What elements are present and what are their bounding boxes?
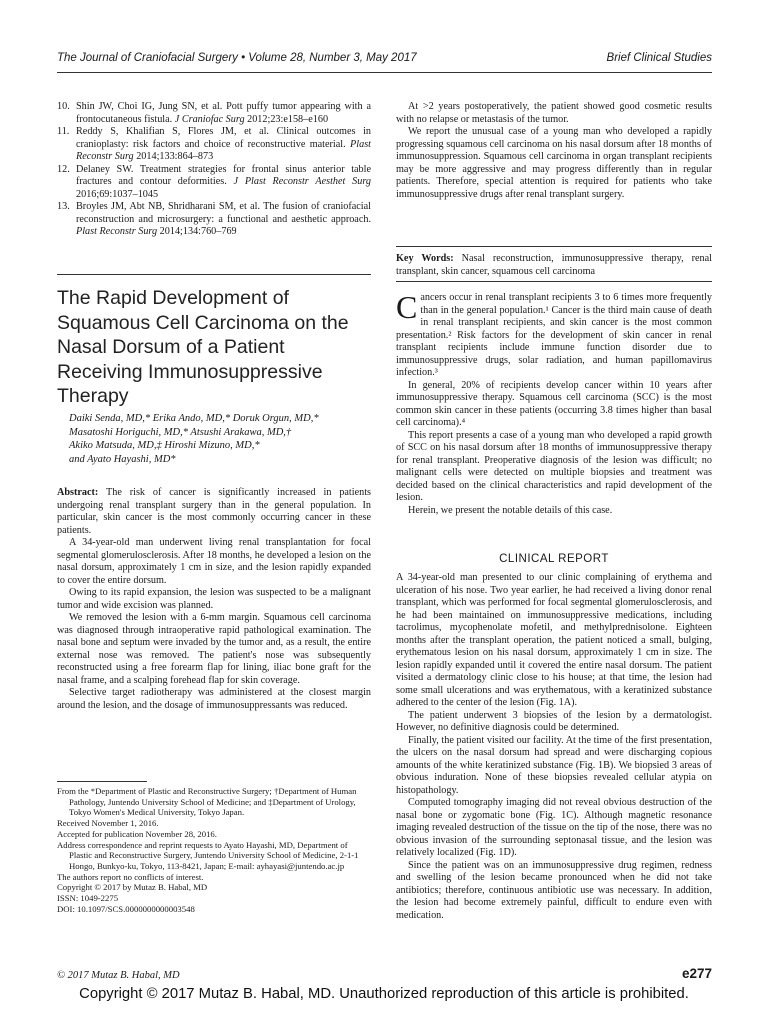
clinical-report (396, 572, 712, 922)
author-line: Masatoshi Horiguchi, MD,* Atsushi Arakawa, MD,† (69, 426, 292, 438)
copyright-banner: Copyright © 2017 Mutaz B. Habal, MD. Unauthorized reproduction of this article is prohibited. (79, 986, 689, 1002)
abstract-paragraph: We removed the lesion with a 6-mm margin. Squamous cell carcinoma was diagnosed through intraoperative rapid pathological examination. The nasal bone and septum were invaded by the tumor and, as a result, the entire external nose was removed. The patient's nose was subsequently reconstructed using a free forearm flap for lining, iliac bone graft for the nasal frame, and a scalping forehead flap for skin coverage. (57, 612, 371, 686)
previous-article-end (396, 101, 712, 201)
page-footer (57, 968, 712, 984)
keywords: Key Words: Nasal reconstruction, immunosuppressive therapy, renal transplant, skin cancer, squamous cell carcinoma (396, 253, 712, 277)
author-list (69, 412, 369, 466)
correspondence-note: Address correspondence and reprint requests to Ayato Hayashi, MD, Department of Plastic and Reconstructive Surgery, Juntendo University School of Medicine, 2-1-1 Hongo, Bunkyo-ku, Tokyo, 113-8421, Japan; E-mail: ayhayasi@juntendo.ac.jp (57, 839, 359, 871)
introduction: Cancers occur in renal transplant recipients 3 to 6 times more frequently than in the general population.¹ Cancer is the third main cause of death in renal transplant recipients, and skin cancer is the most common presentation.² Risk factors for the development of skin cancer in renal transplant recipients include immune function disorder due to immunosuppressive drugs, solar radiation, and human papillomavirus infection.³ In general, 20% of recipients develop cancer within 10 years after immunosuppressive therapy. Squamous cell carcinoma (SCC) is the most common skin cancer in these patients (occurring 3.8 times higher than basal cell carcinoma).⁴ This report presents a case of a young man who developed a rapid growth of SCC on his nasal dorsum after 18 months of immunosuppressive therapy for renal transplant. Preoperative diagnosis of the lesion was difficult; no malignant cells were detected on multiple biopsies and treatment was decided based on the clinical characteristics and rapid development of the lesion. Herein, we present the notable details of this case. (396, 289, 712, 516)
page-number: e277 (681, 966, 712, 981)
section-name: Brief Clinical Studies (606, 52, 712, 64)
journal-info: The Journal of Craniofacial Surgery • Volume 28, Number 3, May 2017 (57, 52, 417, 64)
reference-item: 10. Shin JW, Choi IG, Jung SN, et al. Pott puffy tumor appearing with a frontocutaneous fistula. J Craniofac Surg 2012;23:e158–e160 (57, 101, 371, 125)
author-line: Daiki Senda, MD,* Erika Ando, MD,* Doruk Orgun, MD,* (69, 413, 319, 424)
reference-list (57, 101, 371, 239)
body-paragraph: Finally, the patient visited our facility. At the time of the first presentation, the ulcers on the nasal dorsum had spread and were discharging copious amounts of the white keratinized substance (Fig. 1B). We biopsied 3 areas of obvious induration. None of these biopsies revealed cellular atypia on histopathology. (396, 734, 712, 796)
affiliation-note: From the *Department of Plastic and Reconstructive Surgery; †Department of Human Pathology, Juntendo University School of Medicine; and ‡Department of Urology, Tokyo Women's Medical University, Tokyo Japan. (57, 786, 357, 818)
footnotes (57, 786, 371, 914)
conflict-note: The authors report no conflicts of interest. (57, 871, 204, 882)
author-line: and Ayato Hayashi, MD* (69, 453, 176, 465)
issn: ISSN: 1049-2275 (57, 893, 119, 904)
reference-item: 13. Broyles JM, Abt NB, Shridharani SM, et al. The fusion of craniofacial reconstruction and microsurgery: a functional and aesthetic approach. Plast Reconstr Surg 2014;134:760–769 (57, 201, 371, 237)
accepted-date: Accepted for publication November 28, 2016. (57, 828, 217, 839)
body-paragraph: Herein, we present the notable details of this case. (408, 504, 613, 516)
drop-cap: C (396, 289, 418, 325)
article-title: The Rapid Development of Squamous Cell Carcinoma on the Nasal Dorsum of a Patient Receiving Immunosuppressive Therapy (57, 287, 349, 407)
body-paragraph: Since the patient was on an immunosuppressive drug regimen, redness and swelling of the lesion became pronounced when he did not take antibiotics; therefore, continuous antibiotic use was necessary. In addition, the lesion had become extremely painful, difficult to endure even with medication. (396, 859, 712, 921)
header-rule (57, 72, 712, 73)
abstract-paragraph: A 34-year-old man underwent living renal transplantation for focal segmental glomerulosclerosis. After 18 months, he developed a lesion on the nasal dorsum, approximately 1 cm in size, and the lesion rapidly expanded to cover the entire dorsum. (57, 537, 371, 586)
received-date: Received November 1, 2016. (57, 818, 159, 829)
section-heading: CLINICAL REPORT (499, 553, 609, 565)
body-paragraph: This report presents a case of a young man who developed a rapid growth of SCC on his nasal dorsum after 18 months of immunosuppressive therapy for renal transplant. Preoperative diagnosis of the lesion was difficult; no malignant cells were detected on multiple biopsies and treatment was decided based on the clinical characteristics and rapid development of the lesion. (396, 429, 712, 503)
abstract-paragraph: Selective target radiotherapy was administered at the closest margin around the lesion, and the dosage of immunosuppressants was reduced. (57, 687, 371, 711)
footnote-rule (57, 781, 147, 782)
keywords-rule-top (396, 246, 712, 247)
body-paragraph: In general, 20% of recipients develop cancer within 10 years after immunosuppressive therapy. Squamous cell carcinoma (SCC) is the most common skin cancer in these patients (occurring 3.8 times higher than basal cell carcinoma).⁴ (396, 379, 712, 428)
running-header (57, 52, 712, 70)
body-paragraph: We report the unusual case of a young man who developed a rapidly progressing squamous cell carcinoma on his nasal dorsum after 18 months of immunosuppression. Squamous cell carcinoma in organ transplant recipients may be more aggressive and may progress differently than in regular patients. Therefore, special attention is required for patients who take immunosuppressive drugs after renal transplant surgery. (396, 126, 712, 200)
keywords-rule-bottom (396, 281, 712, 282)
reference-item: 12. Delaney SW. Treatment strategies for frontal sinus anterior table fractures and contour deformities. J Plast Reconstr Aesthet Surg 2016;69:1037–1045 (57, 163, 371, 200)
body-paragraph: A 34-year-old man presented to our clinic complaining of erythema and ulceration of his nose. Two year earlier, he had received a living donor renal transplant, which was performed for focal segmental glomerulosclerosis, and he had been maintained on immunosuppressive medications, including tacrolimus, mycophenolate mofetil, and methylprednisolone. Eighteen months after the transplant operation, the patient noticed a small, bulging, erythematous lesion on his nasal dorsum, approximately 1 cm in size. The lesion rapidly expanded until it covered the entire nasal dorsum. The patient visited a dermatology clinic close to his house; at that time, the lesion had some small ulcerations and was erythematous, with a keratinized substance adhered to the center of the lesion (Fig. 1A). (396, 572, 712, 708)
article-separator (57, 274, 371, 275)
body-paragraph: At >2 years postoperatively, the patient showed good cosmetic results with no relapse or metastasis of the tumor. (396, 101, 712, 125)
body-paragraph: The patient underwent 3 biopsies of the lesion by a dermatologist. However, no definitive diagnosis could be determined. (396, 709, 712, 733)
abstract: Abstract: The risk of cancer is significantly increased in patients undergoing renal transplant surgery than in the general population. In particular, skin cancer is the most commonly occurring cancer in these patients. A 34-year-old man underwent living renal transplantation for focal segmental glomerulosclerosis. After 18 months, he developed a lesion on the nasal dorsum, approximately 1 cm in size, and the lesion rapidly expanded to cover the entire dorsum. Owing to its rapid expansion, the lesion was suspected to be a malignant tumor and wide excision was planned. We removed the lesion with a 6-mm margin. Squamous cell carcinoma was diagnosed through intraoperative rapid pathological examination. The nasal bone and septum were invaded by the tumor and, as a result, the entire external nose was removed. The patient's nose was subsequently reconstructed using a free forearm flap for lining, iliac bone graft for the nasal frame, and a scalping forehead flap for skin coverage. Selective target radiotherapy was administered at the closest margin around the lesion, and the dosage of immunosuppressants was reduced. (57, 487, 371, 711)
author-line: Akiko Matsuda, MD,‡ Hiroshi Mizuno, MD,* (69, 440, 260, 451)
body-paragraph: Computed tomography imaging did not reveal obvious destruction of the nasal bone or zygomatic bone (Fig. 1C). Although magnetic resonance imaging revealed destruction of the tissue on the tip of the nose, there was no obvious invasion of the surrounding septonasal tissue, and the lesion was relatively localized (Fig. 1D). (396, 797, 712, 858)
doi: DOI: 10.1097/SCS.0000000000003548 (57, 903, 195, 914)
reference-item: 11. Reddy S, Khalifian S, Flores JM, et al. Clinical outcomes in cranioplasty: risk factors and choice of reconstructive material. Plast Reconstr Surg 2014;133:864–873 (57, 126, 371, 162)
abstract-paragraph: Owing to its rapid expansion, the lesion was suspected to be a malignant tumor and wide excision was planned. (57, 587, 371, 611)
footer-copyright: © 2017 Mutaz B. Habal, MD (57, 970, 180, 981)
copyright-note: Copyright © 2017 by Mutaz B. Habal, MD (57, 882, 208, 893)
